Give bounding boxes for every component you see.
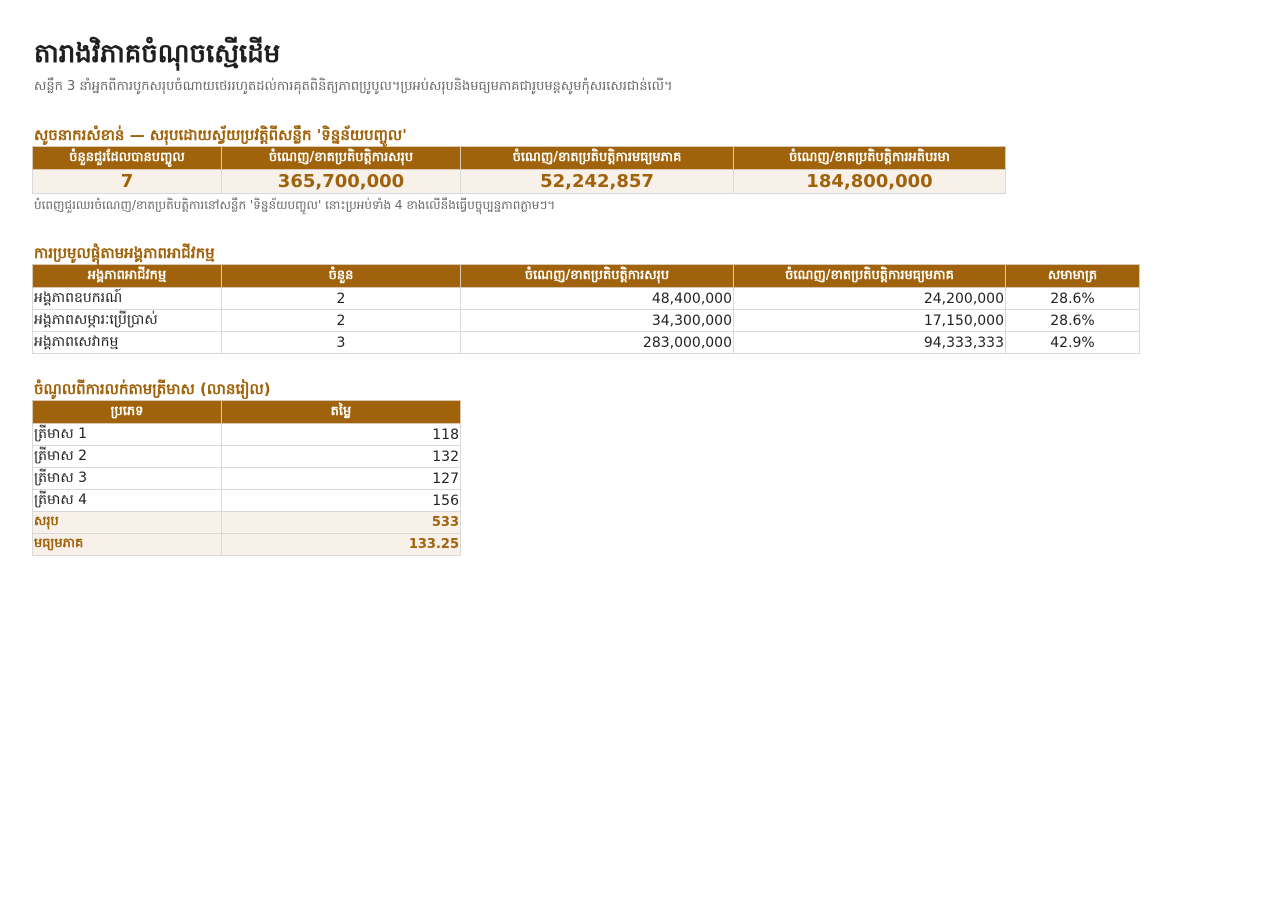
sector-header-cell[interactable]: សមាមាត្រ <box>1006 265 1140 288</box>
quarter-label-cell[interactable]: ត្រីមាស 2 <box>33 446 222 468</box>
kpi-average-pl[interactable]: 52,242,857 <box>461 170 734 194</box>
kpi-note: បំពេញជួរឈរចំណេញ/ខាតប្រតិបត្តិការនៅសន្លឹក 'ទិន្នន័យបញ្ចូល' នោះប្រអប់ទាំង 4 ខាងលើនឹងធ្វើបច្ចុប្បន្នភាពភ្លាមៗ។ <box>34 198 556 212</box>
quarter-value-cell[interactable]: 118 <box>222 424 461 446</box>
quarterly-section <box>32 378 1232 556</box>
ratio-cell[interactable]: 28.6% <box>1006 310 1140 332</box>
average-cell[interactable]: 17,150,000 <box>734 310 1006 332</box>
kpi-section-title: សូចនាករសំខាន់ — សរុបដោយស្វ័យប្រវត្តិពីសន្លឹក 'ទិន្នន័យបញ្ចូល' <box>34 126 407 144</box>
ratio-cell[interactable]: 28.6% <box>1006 288 1140 310</box>
quarter-value-cell[interactable]: 127 <box>222 468 461 490</box>
sector-header-cell[interactable]: ចំណេញ/ខាតប្រតិបត្តិការមធ្យមភាគ <box>734 265 1006 288</box>
quarterly-header-cell[interactable]: ប្រភេទ <box>33 401 222 424</box>
kpi-section <box>32 124 1232 214</box>
total-cell[interactable]: 34,300,000 <box>461 310 734 332</box>
average-cell[interactable]: 24,200,000 <box>734 288 1006 310</box>
kpi-header-cell[interactable]: ចំណេញ/ខាតប្រតិបត្តិការអតិបរមា <box>734 147 1006 170</box>
page-subtitle: សន្លឹក 3 នាំអ្នកពីការបូកសរុបចំណាយថេររហូតដល់ការគុតពិនិត្យភាពប្រូបូល។ប្រអប់សរុបនិងមធ្យមភាគជារូបមន្តសូមកុំសរសេរជាន់លើ។ <box>34 79 673 94</box>
average-row <box>33 534 461 556</box>
quarterly-section-title: ចំណូលពីការលក់តាមត្រីមាស (លានរៀល) <box>34 380 271 398</box>
quarter-value-cell[interactable]: 156 <box>222 490 461 512</box>
table-row <box>33 490 461 512</box>
kpi-header-row <box>33 147 1006 170</box>
total-cell[interactable]: 48,400,000 <box>461 288 734 310</box>
unit-name-cell[interactable]: អង្គភាពសម្ភារៈប្រើប្រាស់ <box>33 310 222 332</box>
sector-table <box>32 264 1140 354</box>
sector-header-cell[interactable]: អង្គភាពអាជីវកម្ម <box>33 265 222 288</box>
table-row <box>33 332 1140 354</box>
sector-header-cell[interactable]: ចំនួន <box>222 265 461 288</box>
page-title: តារាងវិភាគចំណុចស្មើដើម <box>34 39 281 69</box>
kpi-table <box>32 146 1006 194</box>
quarter-value-cell[interactable]: 132 <box>222 446 461 468</box>
table-row <box>33 424 461 446</box>
quarterly-header-cell[interactable]: តម្លៃ <box>222 401 461 424</box>
sector-section-title: ការប្រមូលផ្តុំតាមអង្គភាពអាជីវកម្ម <box>34 244 215 262</box>
sector-header-cell[interactable]: ចំណេញ/ខាតប្រតិបត្តិការសរុប <box>461 265 734 288</box>
quarterly-header-row <box>33 401 461 424</box>
ratio-cell[interactable]: 42.9% <box>1006 332 1140 354</box>
count-cell[interactable]: 3 <box>222 332 461 354</box>
average-cell[interactable]: 94,333,333 <box>734 332 1006 354</box>
kpi-header-cell[interactable]: ចំណេញ/ខាតប្រតិបត្តិការមធ្យមភាគ <box>461 147 734 170</box>
average-value-cell[interactable]: 133.25 <box>222 534 461 556</box>
total-label-cell[interactable]: សរុប <box>33 512 222 534</box>
table-row <box>33 288 1140 310</box>
total-cell[interactable]: 283,000,000 <box>461 332 734 354</box>
unit-name-cell[interactable]: អង្គភាពឧបករណ៍ <box>33 288 222 310</box>
quarterly-table <box>32 400 461 556</box>
table-row <box>33 468 461 490</box>
kpi-total-pl[interactable]: 365,700,000 <box>222 170 461 194</box>
quarter-label-cell[interactable]: ត្រីមាស 4 <box>33 490 222 512</box>
table-row <box>33 446 461 468</box>
kpi-header-cell[interactable]: ចំណេញ/ខាតប្រតិបត្តិការសរុប <box>222 147 461 170</box>
count-cell[interactable]: 2 <box>222 310 461 332</box>
total-row <box>33 512 461 534</box>
kpi-max-pl[interactable]: 184,800,000 <box>734 170 1006 194</box>
sector-header-row <box>33 265 1140 288</box>
table-row <box>33 310 1140 332</box>
quarter-label-cell[interactable]: ត្រីមាស 1 <box>33 424 222 446</box>
unit-name-cell[interactable]: អង្គភាពសេវាកម្ម <box>33 332 222 354</box>
kpi-header-cell[interactable]: ចំនួនជួរដែលបានបញ្ចូល <box>33 147 222 170</box>
count-cell[interactable]: 2 <box>222 288 461 310</box>
total-value-cell[interactable]: 533 <box>222 512 461 534</box>
average-label-cell[interactable]: មធ្យមភាគ <box>33 534 222 556</box>
sector-section <box>32 242 1232 354</box>
quarter-label-cell[interactable]: ត្រីមាស 3 <box>33 468 222 490</box>
spreadsheet-page <box>32 30 1232 556</box>
kpi-value-row <box>33 170 1006 194</box>
kpi-row-count[interactable]: 7 <box>33 170 222 194</box>
